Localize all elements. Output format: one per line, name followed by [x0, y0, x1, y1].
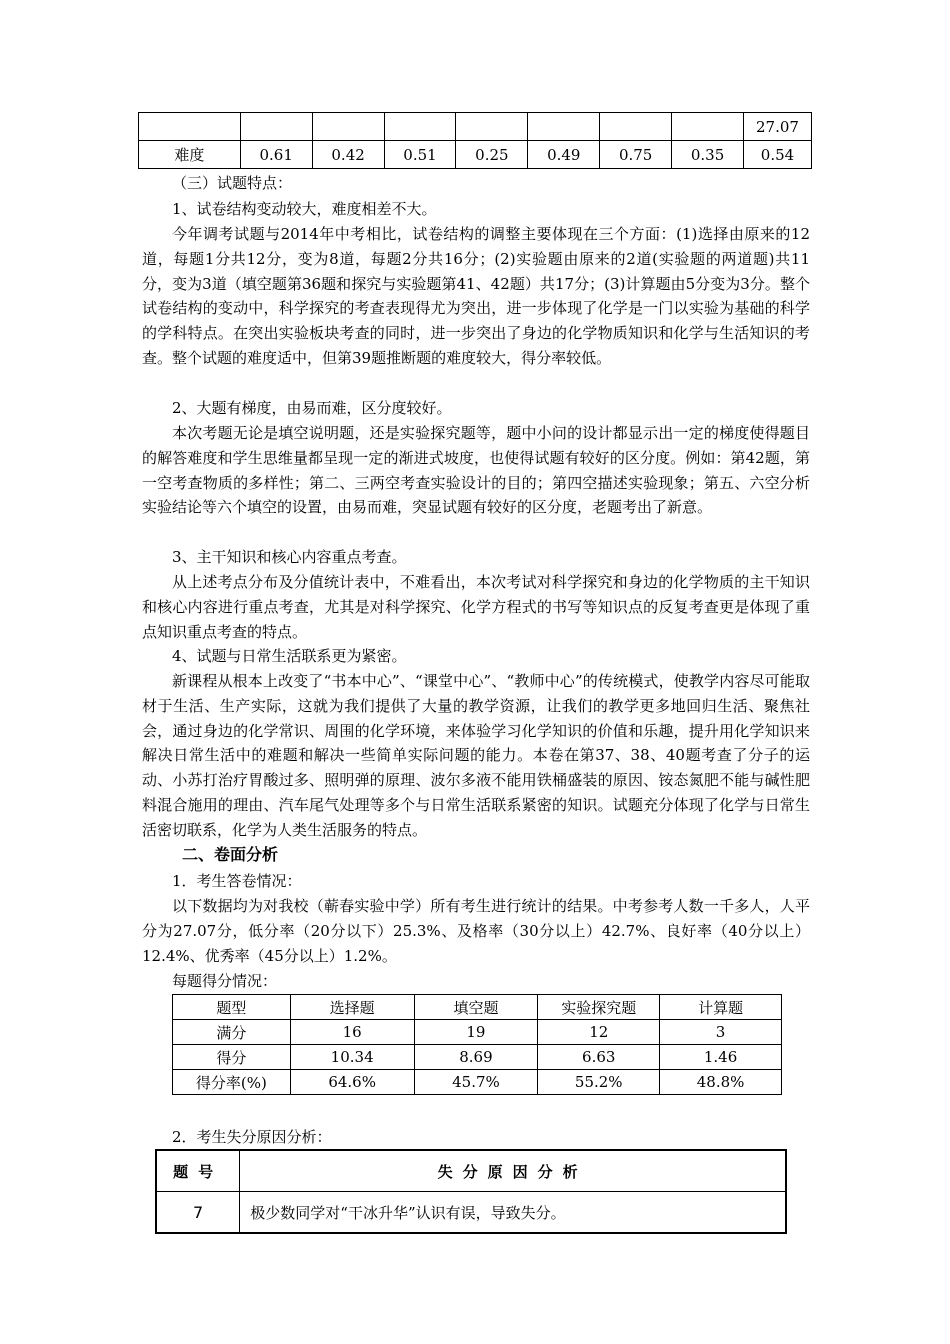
sub-heading: 1．考生答卷情况：	[172, 872, 302, 890]
column-header: 失分原因分析	[240, 1150, 786, 1192]
point-title: 3、主干知识和核心内容重点考查。	[172, 548, 407, 566]
table-row	[156, 1192, 786, 1234]
difficulty-cell: 0.61	[240, 141, 312, 169]
row-label: 得分	[173, 1045, 291, 1070]
table-row	[173, 1045, 782, 1070]
loss-analysis-table	[155, 1149, 787, 1234]
paragraph: 今年调考试题与2014年中考相比，试卷结构的调整主要体现在三个方面：(1)选择由原来的12道，每题1分共12分，变为8道，每题2分共16分；(2)实验题由原来的2道(实验题的两道题)共11分，变为3道（填空题第36题和探究与实验题第41、42题）共17分；(3)计算题由5分变为3分。整个试卷结构的变动中，科学探究的考查表现得尤为突出，进一步体现了化学是一门以实验为基础的科学的学科特点。在突出实验板块考查的同时，进一步突出了身边的化学物质知识和化学与生活知识的考查。整个试题的难度适中，但第39题推断题的难度较大，得分率较低。	[142, 225, 810, 367]
difficulty-cell: 0.51	[384, 141, 456, 169]
difficulty-cell: 0.75	[600, 141, 672, 169]
table-cell: 64.6%	[290, 1070, 414, 1095]
table-cell: 16	[290, 1020, 414, 1045]
table-header-row	[173, 995, 782, 1020]
point-title: 4、试题与日常生活联系更为紧密。	[172, 647, 407, 665]
table-cell: 8.69	[414, 1045, 538, 1070]
column-header: 题号	[156, 1150, 240, 1192]
paragraph: 从上述考点分布及分值统计表中，不难看出，本次考试对科学探究和身边的化学物质的主干知识和核心内容进行重点考查，尤其是对科学探究、化学方程式的书写等知识点的反复考查更是体现了重点知识重点考查的特点。	[142, 573, 810, 641]
paragraph: 新课程从根本上改变了“书本中心”、“课堂中心”、“教师中心”的传统模式，使教学内容尽可能取材于生活、生产实际，这就为我们提供了大量的教学资源，让我们的教学更多地回归生活、聚焦社会，通过身边的化学常识、周围的化学环境，来体验学习化学知识的价值和乐趣，提升用化学知识来解决日常生活中的难题和解决一些简单实际问题的能力。本卷在第37、38、40题考查了分子的运动、小苏打治疗胃酸过多、照明弹的原理、波尔多液不能用铁桶盛装的原因、铵态氮肥不能与碱性肥料混合施用的理由、汽车尾气处理等多个与日常生活联系紧密的知识。试题充分体现了化学与日常生活密切联系，化学为人类生活服务的特点。	[142, 672, 810, 839]
question-number: 7	[156, 1192, 240, 1234]
table-cell: 48.8%	[660, 1070, 782, 1095]
table-cell: 3	[660, 1020, 782, 1045]
column-header: 填空题	[414, 995, 538, 1020]
difficulty-table	[138, 112, 812, 169]
difficulty-label: 难度	[139, 141, 241, 169]
sub-heading: 2．考生失分原因分析：	[172, 1128, 332, 1146]
column-header: 题型	[173, 995, 291, 1020]
table-row	[173, 1070, 782, 1095]
section-heading: （三）试题特点：	[172, 174, 293, 192]
score-table	[172, 994, 782, 1095]
paragraph: 本次考题无论是填空说明题，还是实验探究题等，题中小问的设计都显示出一定的梯度使得题目的解答难度和学生思维量都呈现一定的渐进式坡度，也使得试题有较好的区分度。例如：第42题，第一空考查物质的多样性；第二、三两空考查实验设计的目的；第四空描述实验现象；第五、六空分析实验结论等六个填空的设置，由易而难，突显试题有较好的区分度，老题考出了新意。	[142, 424, 810, 517]
column-header: 计算题	[660, 995, 782, 1020]
table-row	[139, 113, 812, 141]
loss-reason: 极少数同学对“干冰升华”认识有误，导致失分。	[240, 1192, 786, 1234]
difficulty-cell: 0.54	[744, 141, 812, 169]
column-header: 实验探究题	[538, 995, 660, 1020]
table-cell: 6.63	[538, 1045, 660, 1070]
column-header: 选择题	[290, 995, 414, 1020]
table-caption: 每题得分情况：	[172, 972, 278, 990]
average-score-cell: 27.07	[744, 113, 812, 141]
table-cell: 19	[414, 1020, 538, 1045]
table-cell: 10.34	[290, 1045, 414, 1070]
difficulty-cell: 0.35	[672, 141, 744, 169]
row-label: 满分	[173, 1020, 291, 1045]
difficulty-cell: 0.25	[456, 141, 528, 169]
table-cell: 55.2%	[538, 1070, 660, 1095]
paragraph: 以下数据均为对我校（蕲春实验中学）所有考生进行统计的结果。中考参考人数一千多人，人平分为27.07分，低分率（20分以下）25.3%、及格率（30分以上）42.7%、良好率（40分以上）12.4%、优秀率（45分以上）1.2%。	[142, 897, 810, 965]
table-cell: 1.46	[660, 1045, 782, 1070]
table-row	[139, 141, 812, 169]
section-heading: 二、卷面分析	[182, 845, 279, 864]
table-row	[173, 1020, 782, 1045]
table-cell: 45.7%	[414, 1070, 538, 1095]
row-label: 得分率(%)	[173, 1070, 291, 1095]
point-title: 1、试卷结构变动较大，难度相差不大。	[172, 200, 437, 218]
point-title: 2、大题有梯度，由易而难，区分度较好。	[172, 399, 452, 417]
difficulty-cell: 0.42	[312, 141, 384, 169]
table-cell: 12	[538, 1020, 660, 1045]
difficulty-cell: 0.49	[528, 141, 600, 169]
table-header-row	[156, 1150, 786, 1192]
